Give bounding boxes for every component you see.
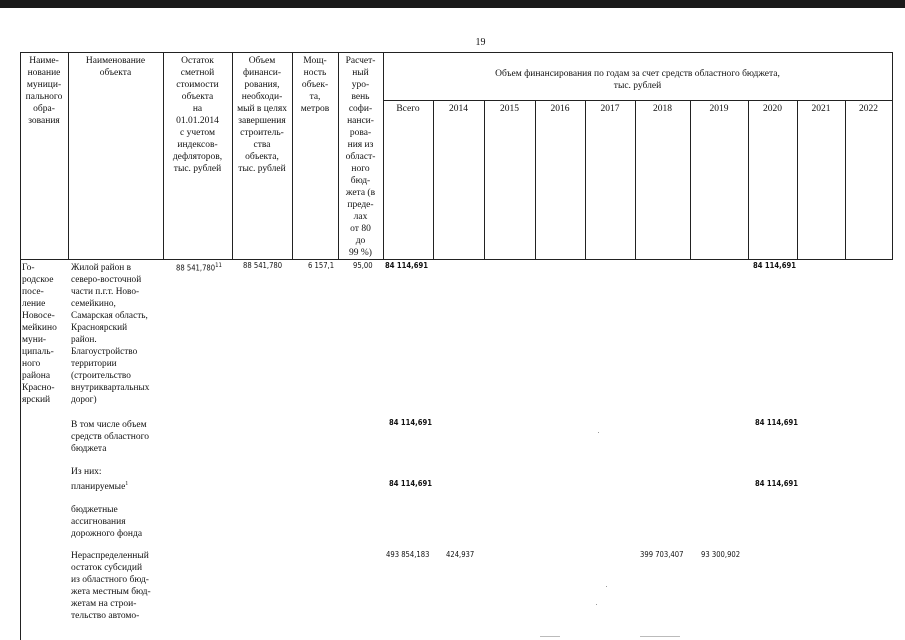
row1-capacity: 6 157,1 [308, 261, 335, 270]
col-divider [585, 100, 586, 259]
row5-2014: 424,937 [446, 550, 475, 559]
header-year-2016: 2016 [550, 104, 570, 114]
header-financing-needed: Объем финанси- рования, необходи- мый в целях завершения строитель- ства объекта, тыс. рублей [237, 56, 287, 174]
row3-label: Из них: планируемые$^1$ [71, 467, 129, 493]
row5-2019: 93 300,902 [701, 550, 741, 559]
col-divider [635, 100, 636, 259]
row1-total: 84 114,691 [385, 261, 429, 270]
row1-2020: 84 114,691 [753, 261, 797, 270]
row2-2020: 84 114,691 [755, 418, 799, 427]
row5-2018: 399 703,407 [640, 550, 684, 559]
row1-financing-needed: 88 541,780 [243, 261, 283, 270]
row5-label: Нераспределенный остаток субсидий из областного бюд- жета местным бюд- жетам на строи- тельство автомо- [71, 551, 151, 621]
scan-speck [596, 604, 597, 605]
header-year-total: Всего [396, 104, 420, 114]
header-year-2022: 2022 [859, 104, 878, 114]
header-year-2015: 2015 [500, 104, 519, 114]
row1-municipality: Го- родское посе- ление Новосе- мейкино муни- ципаль- ного района Красно- ярский [22, 263, 57, 405]
row1-object-name: Жилой район в северо-восточной части п.г.т. Ново- семейкино, Самарская область, Красноярский район. Благоустройство территории (строительство внутриквартальных дорог) [71, 263, 150, 405]
table-left-border [20, 52, 21, 640]
row3-total: 84 114,691 [389, 479, 433, 488]
row2-total: 84 114,691 [389, 418, 433, 427]
header-bottom-line [20, 259, 893, 260]
col-divider [68, 52, 69, 259]
header-year-2019: 2019 [709, 104, 729, 114]
row1-remaining-cost: 88 541,780$^{11}$ [176, 262, 222, 273]
scan-mark [640, 636, 680, 637]
scan-mark [540, 636, 560, 637]
col-divider [797, 100, 798, 259]
header-year-2018: 2018 [653, 104, 672, 114]
scan-speck [606, 586, 607, 587]
col-divider [845, 100, 846, 259]
header-year-2017: 2017 [600, 104, 620, 114]
scan-top-border [0, 0, 905, 8]
col-divider [748, 100, 749, 259]
header-year-2014: 2014 [449, 104, 468, 114]
page-number: 19 [475, 37, 486, 48]
row1-cofinancing-level: 95,00 [353, 261, 373, 270]
scan-speck [598, 432, 599, 433]
header-year-2020: 2020 [763, 104, 782, 114]
table-right-border [892, 52, 893, 259]
table-top-border [20, 52, 893, 53]
row4-label: бюджетные ассигнования дорожного фонда [71, 505, 143, 539]
col-divider [484, 100, 485, 259]
header-object-name: Наименование объекта [85, 56, 146, 78]
col-divider [433, 100, 434, 259]
row2-label: В том числе объем средств областного бюджета [71, 420, 150, 454]
header-municipality: Наиме- нование муници- пального обра- зования [25, 56, 63, 126]
header-financing-by-year: Объем финансирования по годам за счет средств областного бюджета, тыс. рублей [495, 69, 780, 91]
year-header-top-line [383, 100, 893, 101]
col-divider [690, 100, 691, 259]
row5-total: 493 854,183 [386, 550, 430, 559]
header-year-2021: 2021 [811, 104, 831, 114]
header-remaining-cost: Остаток сметной стоимости объекта на 01.01.2014 с учетом индексов- дефляторов, тыс. рублей [172, 56, 223, 174]
col-divider [535, 100, 536, 259]
header-cofinancing-level: Расчет- ный уро- вень софи- нанси- рова- ния из област- ного бюд- жета (в преде- лах от 80 до 99 %) [345, 56, 376, 258]
row3-2020: 84 114,691 [755, 479, 799, 488]
header-capacity: Мощ- ность объек- та, метров [300, 56, 330, 114]
